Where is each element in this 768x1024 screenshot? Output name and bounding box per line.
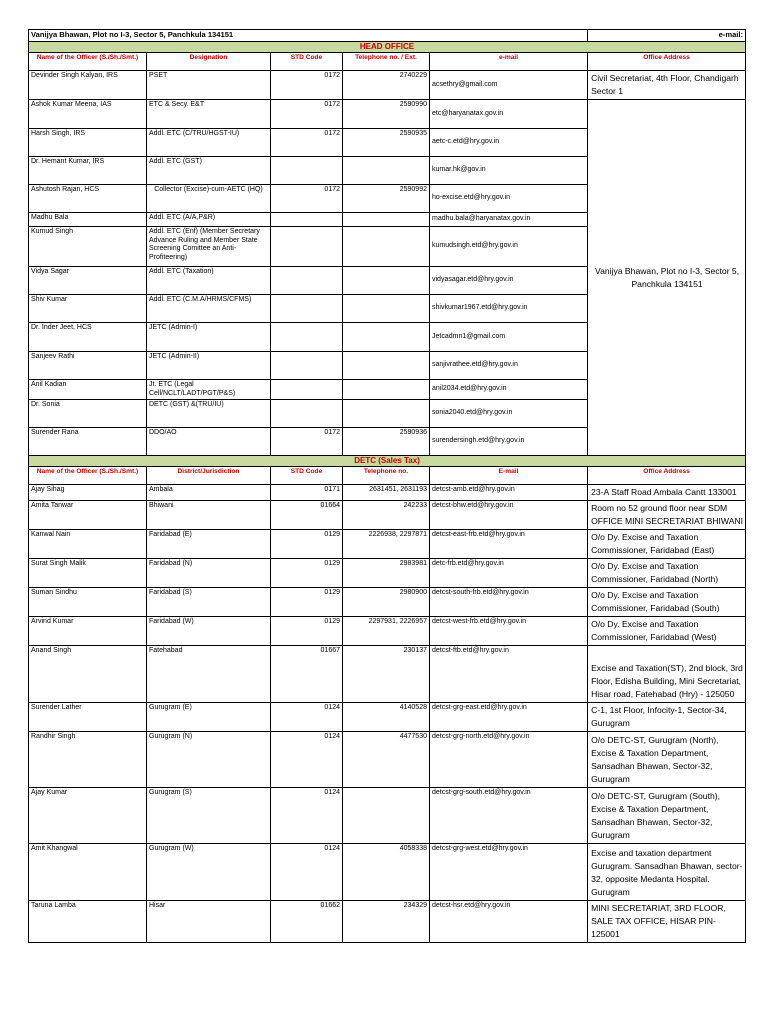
head-office-section	[29, 42, 746, 53]
telephone: 242233	[343, 501, 430, 530]
office-address: O/o DETC-ST, Gurugram (North), Excise & Taxation Department, Sansadhan Bhawan, Sector-32, Gurugram	[588, 732, 746, 788]
designation: Jt. ETC (Legal Cell/NCLT/LADT/PGT/P&S)	[147, 380, 271, 400]
table-row	[29, 844, 746, 901]
std-code: 0171	[271, 485, 343, 501]
std-code: 0129	[271, 617, 343, 646]
officer-name: Dr. Hemant Kumar, IRS	[29, 157, 147, 185]
column-header: STD Code	[271, 53, 343, 71]
office-address: Room no 52 ground floor near SDM OFFICE MINI SECRETARIAT BHIWANI	[588, 501, 746, 530]
table-row	[29, 617, 746, 646]
office-address: C-1, 1st Floor, Infocity-1, Sector-34, Gurugram	[588, 703, 746, 732]
table-row	[29, 732, 746, 788]
designation: DETC (GST) &(TRU/IU)	[147, 400, 271, 428]
detc-section	[29, 456, 746, 467]
table-row	[29, 901, 746, 943]
column-header: e-mail	[430, 53, 588, 71]
officer-name: Suman Sindhu	[29, 588, 147, 617]
designation: Addl. ETC (Taxation)	[147, 267, 271, 295]
telephone: 230137	[343, 646, 430, 703]
officer-name: Anand Singh	[29, 646, 147, 703]
telephone	[343, 352, 430, 380]
std-code: 0172	[271, 129, 343, 157]
header-email-label: e-mail:	[588, 30, 746, 42]
email: acsethry@gmail.com	[430, 71, 588, 100]
officer-name: Sanjeev Rathi	[29, 352, 147, 380]
telephone	[343, 295, 430, 323]
district: Faridabad (N)	[147, 559, 271, 588]
district: Faridabad (E)	[147, 530, 271, 559]
table-row	[29, 703, 746, 732]
email: madhu.bala@haryanatax.gov.in	[430, 213, 588, 227]
office-address: O/o Dy. Excise and Taxation Commissioner, Faridabad (East)	[588, 530, 746, 559]
office-address: Excise and Taxation(ST), 2nd block, 3rd Floor, Edisha Building, Mini Secretariat, Hisar road, Fatehabad (Hry) - 125050	[588, 646, 746, 703]
designation: DDO/AO	[147, 428, 271, 456]
std-code	[271, 227, 343, 267]
email: etc@haryanatax.gov.in	[430, 100, 588, 129]
officer-name: Dr. Sonia	[29, 400, 147, 428]
officer-name: Shiv Kumar	[29, 295, 147, 323]
district: Faridabad (W)	[147, 617, 271, 646]
std-code: 0172	[271, 100, 343, 129]
std-code: 0172	[271, 428, 343, 456]
officer-name: Anil Kadian	[29, 380, 147, 400]
std-code	[271, 213, 343, 227]
designation: JETC (Admin-II)	[147, 352, 271, 380]
std-code: 0172	[271, 185, 343, 213]
header-address: Vanijya Bhawan, Plot no I-3, Sector 5, Panchkula 134151	[29, 30, 588, 42]
office-address: Vanijya Bhawan, Plot no I-3, Sector 5, Panchkula 134151	[588, 100, 746, 456]
std-code: 0129	[271, 530, 343, 559]
column-header: Telephone no. / Ext.	[343, 53, 430, 71]
designation: Addl. ETC (C.M.A/HRMS/CFMS)	[147, 295, 271, 323]
email: detcst-west-frb.etd@hry.gov.in	[430, 617, 588, 646]
table-row	[29, 788, 746, 844]
contact-sheet	[28, 29, 745, 943]
column-header: Name of the Officer (S./Sh./Smt.)	[29, 53, 147, 71]
table-row	[29, 71, 746, 100]
std-code	[271, 352, 343, 380]
column-header: STD Code	[271, 467, 343, 485]
email: surendersingh.etd@hry.gov.in	[430, 428, 588, 456]
email: shivkumar1967.etd@hry.gov.in	[430, 295, 588, 323]
officer-name: Devinder Singh Kalyan, IRS	[29, 71, 147, 100]
office-address: O/o Dy. Excise and Taxation Commissioner, Faridabad (North)	[588, 559, 746, 588]
officer-name: Ajay Sihag	[29, 485, 147, 501]
directory-table	[28, 29, 746, 943]
district: Faridabad (S)	[147, 588, 271, 617]
telephone	[343, 380, 430, 400]
std-code: 01664	[271, 501, 343, 530]
designation: Addl. ETC (C/TRU/HGST-IU)	[147, 129, 271, 157]
email: detcst-hsr.etd@hry.gov.in	[430, 901, 588, 943]
email: detcst-ftb.etd@hry.gov.in	[430, 646, 588, 703]
telephone	[343, 323, 430, 352]
telephone	[343, 788, 430, 844]
officer-name: Kumud Singh	[29, 227, 147, 267]
district: Gurugram (W)	[147, 844, 271, 901]
telephone: 2980900	[343, 588, 430, 617]
district: Ambala	[147, 485, 271, 501]
officer-name: Kanwal Nain	[29, 530, 147, 559]
email: detcst-grg-north.etd@hry.gov.in	[430, 732, 588, 788]
column-header: Designation	[147, 53, 271, 71]
email: detcst-grg-west.etd@hry.gov.in	[430, 844, 588, 901]
email: sonia2040.etd@hry.gov.in	[430, 400, 588, 428]
std-code: 0129	[271, 559, 343, 588]
email: anil2034.etd@hry.gov.in	[430, 380, 588, 400]
telephone: 4058338	[343, 844, 430, 901]
designation: ETC & Secy. E&T	[147, 100, 271, 129]
std-code: 0172	[271, 71, 343, 100]
office-address: O/o DETC-ST, Gurugram (South), Excise & Taxation Department, Sansadhan Bhawan, Sector-32, Gurugram	[588, 788, 746, 844]
officer-name: Dr. Inder Jeet, HCS	[29, 323, 147, 352]
officer-name: Vidya Sagar	[29, 267, 147, 295]
email: detcst-east-frb.etd@hry.gov.in	[430, 530, 588, 559]
telephone: 2590936	[343, 428, 430, 456]
telephone: 234329	[343, 901, 430, 943]
std-code: 0129	[271, 588, 343, 617]
telephone: 2983981	[343, 559, 430, 588]
officer-name: Ajay Kumar	[29, 788, 147, 844]
column-header: Telephone no.	[343, 467, 430, 485]
std-code: 01667	[271, 646, 343, 703]
designation: Addl. ETC (GST)	[147, 157, 271, 185]
designation: JETC (Admin-I)	[147, 323, 271, 352]
office-address: Excise and taxation department Gurugram. Sansadhan Bhawan, sector-32, opposite Medanta Hospital. Gurugram	[588, 844, 746, 901]
std-code: 0124	[271, 703, 343, 732]
office-address: O/o Dy. Excise and Taxation Commissioner, Faridabad (South)	[588, 588, 746, 617]
officer-name: Surender Lather	[29, 703, 147, 732]
telephone: 2740229	[343, 71, 430, 100]
std-code: 0124	[271, 732, 343, 788]
column-header: E-mail	[430, 467, 588, 485]
telephone: 2631451, 2631193	[343, 485, 430, 501]
email: detc-frb.etd@hry.gov.in	[430, 559, 588, 588]
district: Bhiwani	[147, 501, 271, 530]
telephone: 2297931, 2226957	[343, 617, 430, 646]
designation: PSET	[147, 71, 271, 100]
telephone: 2590935	[343, 129, 430, 157]
telephone	[343, 400, 430, 428]
table-row	[29, 100, 746, 129]
email: detcst-amb.etd@hry.gov.in	[430, 485, 588, 501]
std-code: 01662	[271, 901, 343, 943]
std-code	[271, 267, 343, 295]
email: vidyasagar.etd@hry.gov.in	[430, 267, 588, 295]
column-header-row	[29, 467, 746, 485]
telephone	[343, 157, 430, 185]
table-row	[29, 501, 746, 530]
std-code	[271, 400, 343, 428]
telephone: 2226938, 2297871	[343, 530, 430, 559]
column-header-row	[29, 53, 746, 71]
table-row	[29, 530, 746, 559]
email: detcst-south-frb.etd@hry.gov.in	[430, 588, 588, 617]
office-address: Civil Secretariat, 4th Floor, Chandigarh Sector 1	[588, 71, 746, 100]
column-header: Name of the Officer (S./Sh./Smt.)	[29, 467, 147, 485]
officer-name: Amita Tanwar	[29, 501, 147, 530]
office-address: MINI SECRETARIAT, 3RD FLOOR, SALE TAX OFFICE, HISAR PIN-125001	[588, 901, 746, 943]
officer-name: Surat Singh Malik	[29, 559, 147, 588]
table-row	[29, 588, 746, 617]
officer-name: Randhir Singh	[29, 732, 147, 788]
officer-name: Harsh Singh, IRS	[29, 129, 147, 157]
telephone: 2590990	[343, 100, 430, 129]
column-header: Office Address	[588, 467, 746, 485]
designation: Addl. ETC (A/A,P&R)	[147, 213, 271, 227]
std-code: 0124	[271, 788, 343, 844]
std-code	[271, 380, 343, 400]
head-office-section-label: HEAD OFFICE	[29, 42, 746, 53]
telephone	[343, 227, 430, 267]
district: Fatehabad	[147, 646, 271, 703]
email: ho-excise.etd@hry.gov.in	[430, 185, 588, 213]
officer-name: Ashutosh Rajan, HCS	[29, 185, 147, 213]
telephone: 4477530	[343, 732, 430, 788]
office-address: 23-A Staff Road Ambala Cantt 133001	[588, 485, 746, 501]
officer-name: Taruna Lamba	[29, 901, 147, 943]
officer-name: Arvind Kumar	[29, 617, 147, 646]
std-code	[271, 295, 343, 323]
telephone: 2590992	[343, 185, 430, 213]
table-row	[29, 485, 746, 501]
designation: Addl. ETC (Enf) (Member Secretary Advance Ruling and Member State Screening Comittee an Anti-Profiteering)	[147, 227, 271, 267]
table-row	[29, 559, 746, 588]
email: Jetcadmn1@gmail.com	[430, 323, 588, 352]
email: aetc-c.etd@hry.gov.in	[430, 129, 588, 157]
table-row	[29, 646, 746, 703]
district: Gurugram (E)	[147, 703, 271, 732]
email: kumudsingh.etd@hry.gov.in	[430, 227, 588, 267]
email: kumar.hk@gov.in	[430, 157, 588, 185]
email: detcst-bhw.etd@hry.gov.in	[430, 501, 588, 530]
district: Gurugram (S)	[147, 788, 271, 844]
email: detcst-grg-east.etd@hry.gov.in	[430, 703, 588, 732]
office-address: O/o Dy. Excise and Taxation Commissioner, Faridabad (West)	[588, 617, 746, 646]
officer-name: Amit Khangwal	[29, 844, 147, 901]
designation: Collector (Excise)-cum-AETC (HQ)	[147, 185, 271, 213]
column-header: Office Address	[588, 53, 746, 71]
officer-name: Surender Rana	[29, 428, 147, 456]
telephone	[343, 267, 430, 295]
email: detcst-grg-south.etd@hry.gov.in	[430, 788, 588, 844]
district: Hisar	[147, 901, 271, 943]
std-code	[271, 323, 343, 352]
email: sanjivrathee.etd@hry.gov.in	[430, 352, 588, 380]
telephone: 4140528	[343, 703, 430, 732]
column-header: District/Jurisdiction	[147, 467, 271, 485]
header-row	[29, 30, 746, 42]
officer-name: Ashok Kumar Meena, IAS	[29, 100, 147, 129]
officer-name: Madhu Bala	[29, 213, 147, 227]
std-code	[271, 157, 343, 185]
telephone	[343, 213, 430, 227]
detc-section-label: DETC (Sales Tax)	[29, 456, 746, 467]
std-code: 0124	[271, 844, 343, 901]
district: Gurugram (N)	[147, 732, 271, 788]
